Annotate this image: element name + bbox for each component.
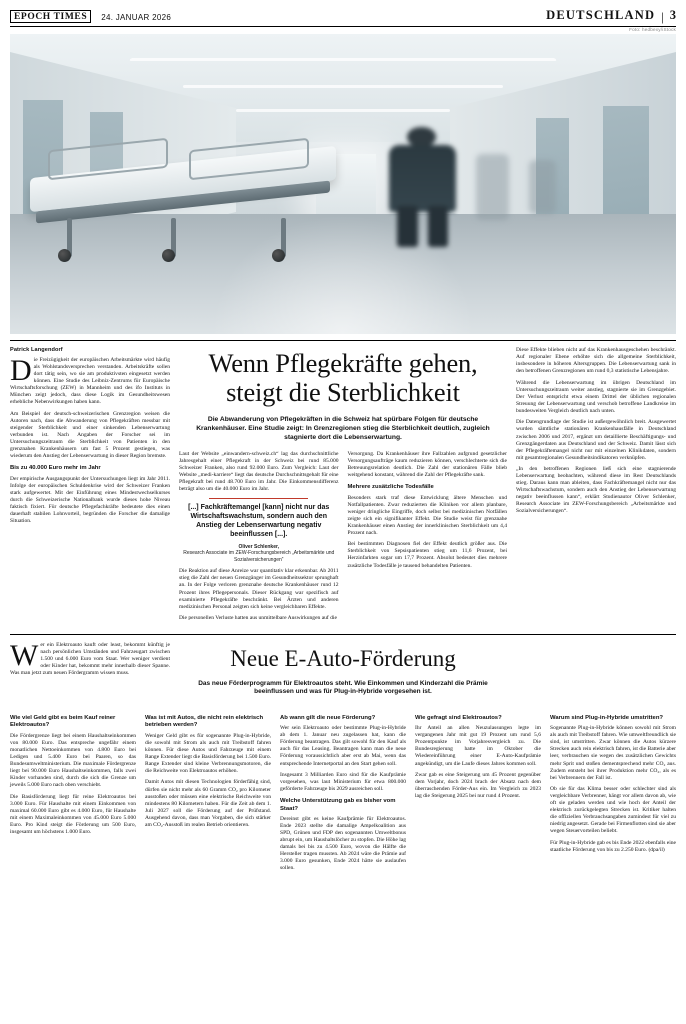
paragraph: Während die Lebenserwartung im übrigen Deutschland im Untersuchungszeitraum weiter anstieg, stagnierte sie im Grenzgebiet. Der Verlust entspricht etwa einem Drittel der üblichen regionalen Streuung der Lebenserwartung und verschob betroffene Landkreise im bundesweiten Vergleich deutlich nach unten.: [516, 379, 676, 414]
drop-cap: W: [10, 638, 39, 672]
pull-quote: [179, 498, 339, 564]
paragraph: Ob sie für das Klima besser oder schlechter sind als vergleichbare Verbrenner, hängt vor allem davon ab, wie oft sie geladen werden und wie hoch der Anteil der elektrisch zurückgelegten Strecken ist. Kritiker halten die offiziellen Verbrauchsangaben zumindest für viel zu niedrig angesetzt. Gerade bei Firmenflotten sind sie aber wegen Steuervorteilen beliebt.: [550, 786, 676, 835]
page-number: 3: [669, 8, 676, 22]
article-two-top: [10, 638, 676, 705]
subheading: Welche Unterstützung gab es bisher vom Staat?: [280, 798, 396, 812]
article-one-column-4: [516, 347, 676, 627]
article-one-column-2: [179, 451, 339, 627]
headline: Neue E-Auto-Förderung: [230, 645, 456, 671]
article-one: [10, 347, 676, 627]
article-one-body-columns: [179, 451, 507, 627]
paragraph: Die Fördergrenze liegt bei einem Haushaltseinkommen von 80.000 Euro. Das entspreche ungefähr einem monatlichen Nettoeinkommen von 4.800 Euro bei Ledigen und 5.400 Euro bei Paaren, so das Bundesumweltministerium. Die maximale Fördergrenze liegt bei 90.000 Euro Haushaltseinkommen, falls zwei Kinder vorhanden sind, durch die sich die Grenze um jeweils 5.000 Euro nach oben verschiebt.: [10, 732, 136, 789]
masthead-separator: |: [661, 10, 664, 24]
article-one-column-1: [10, 347, 170, 627]
article-two-column-1: [10, 710, 136, 877]
subheading: Bis zu 40.000 Euro mehr im Jahr: [10, 465, 101, 472]
figure-leg: [397, 206, 418, 247]
paragraph: [10, 638, 170, 677]
paragraph: Wer sein Elektroauto oder bestimmte Plug-in-Hybride ab dem 1. Januar neu zugelassen hat, kann die Förderung beantragen. Das gilt sowohl für den Kauf als auch für das Leasing. Beantragen kann man die neue Förderung voraussichtlich aber erst ab Mai, wenn das entsprechende Internetportal an den Start gehen soll.: [280, 725, 406, 767]
ceiling-light-strip: [129, 58, 557, 61]
drop-cap: D: [10, 354, 32, 387]
paragraph-text: ie Freizügigkeit der europäischen Arbeitsmärkte wird häufig als Wohlstandsversprechen verstanden. Arbeitskräfte sollen dort tätig sein, wo sie am produktivsten eingesetzt werden können. Eine Studie des Leibniz-Zentrums für Europäische Wirtschaftsforschung (ZEW) in Mannheim und des ifo Instituts in München zeigt jedoch, dass diese Logik im Gesundheitswesen erhebliche Nebenwirkungen haben kann.: [10, 357, 170, 406]
ceiling-light-strip: [183, 85, 503, 88]
subheading: Wie viel Geld gibt es beim Kauf reiner Elektroautos?: [10, 714, 116, 729]
subheading: Warum sind Plug-in-Hybride umstritten?: [550, 714, 664, 721]
standfirst: Das neue Förderprogramm für Elektroautos steht. Wie Einkommen und Kinderzahl die Prämie beeinflussen und was für Plug-in-Hybride vorgesehen ist.: [198, 679, 488, 696]
pull-quote-role: Research Associate im ZEW-Forschungsbereich „Arbeitsmärkte und Sozialversicherungen“: [183, 550, 335, 563]
article-two: [10, 638, 677, 877]
pull-quote-text: [...] Fachkräftemangel [kann] nicht nur das Wirtschaftswachstum, sondern auch den Anstieg der Lebenserwartung negativ beeinflussen [...].: [188, 503, 330, 539]
paragraph: „In den betroffenen Regionen ließ sich eine stagnierende Lebenserwartung beobachten, während diese im Rest Deutschlands stieg. Daraus kann man ableiten, dass Fachkräftemangel nicht nur das Wirtschaftswachstum, sondern auch den Anstieg der Lebenserwartung negativ beeinflussen kann“, erklärt Studienautor Oliver Schlenker, Research Associate im ZEW-Forschungsbereich „Arbeitsmärkte und Sozialversicherungen“.: [516, 466, 676, 515]
subheading: Wie gefragt sind Elektroautos?: [415, 714, 502, 721]
background-figure: [529, 160, 556, 214]
hospital-bed: [30, 133, 336, 265]
paragraph: Die Basisförderung liegt für reine Elektroautos bei 3.000 Euro. Für Haushalte mit einem Einkommen von maximal 60.000 Euro gibt es 4.000 Euro, für Haushalte mit einem Maximaleinkommen von 45.000 Euro 5.000 Euro. Pro Kind steigt die Förderung um 500 Euro, insgesamt um höchstens 1.000 Euro.: [10, 793, 136, 835]
article-one-column-3: [348, 451, 508, 627]
issue-date: 24. JANUAR 2026: [101, 13, 172, 22]
background-figure: [476, 154, 509, 220]
paragraph: Ihr Anteil an allen Neuzulassungen legte im vergangenen Jahr mit gut 19 Prozent um rund 5,6 Prozentpunkte im Vorjahresvergleich zu. Die Bundesregierung hatte im Oktober die Wiedereinführung einer E-Auto-Kaufprämie angekündigt, um die Laufe dieses Jahres kommen soll.: [415, 725, 541, 767]
paragraph: Diese Effekte blieben nicht auf das Krankenhausgeschehen beschränkt. Auf regionaler Ebene erhöhte sich die allgemeine Sterblichkeit, insbesondere in höheren Altersgruppen. Die Lebenserwartung sank in den betroffenen Grenzregionen um rund 0,3 statistische Lebensjahre.: [516, 347, 676, 375]
publication-logo: EPOCH TIMES: [10, 10, 91, 23]
headline-line-2: steigt die Sterblichkeit: [226, 377, 460, 407]
photo-credit: Foto: hedbexy/iStock: [629, 27, 676, 32]
rule-below-photo: [10, 340, 676, 341]
section-title: DEUTSCHLAND: [546, 8, 656, 22]
ceiling-light-strip: [236, 109, 449, 112]
masthead: [10, 8, 676, 27]
paragraph: Weniger Geld gibt es für sogenannte Plug-in-Hybride, die sowohl mit Strom als auch mit Treibstoff fahren können. Für diese Autos und Fahrzeuge mit einem Range Extender liegt die Basisförderung bei 1.500 Euro. Range Extender sind kleine Verbrennungsmotoren, die die Reichweite von Elektroautos erhöhen.: [145, 732, 271, 774]
bed-wheel: [272, 249, 285, 262]
paragraph: Die personellen Verluste hatten aus unmittelbare Auswirkungen auf die: [179, 615, 337, 622]
masthead-right: [546, 8, 676, 23]
article-two-headline-block: [179, 642, 507, 705]
article-one-main: [179, 347, 507, 627]
paragraph: Bei bestimmten Diagnosen fiel der Effekt deutlich größer aus. Die Sterblichkeit von Sepsispatienten stieg um 11,6 Prozent, bei Herzinfarkten sogar um 17,7 Prozent. Absolut bedeutet dies mehrere zusätzliche Todesfälle je tausend behandelten Patienten.: [347, 541, 507, 569]
nurse-figure: [383, 127, 463, 247]
article-two-intro-column: [10, 638, 170, 705]
lead-photo-wrapper: [10, 27, 676, 334]
paragraph: Am Beispiel der deutsch-schweizerischen Grenzregion weisen die Autoren nach, dass die Abwanderung von Pflegekräften messbar mit steigender Sterblichkeit und einer sinkenden Lebenserwartung verbunden ist. Nach Angaben der Forscher sei im Untersuchungszeitraum die Sterblichkeit von Patienten in den grenznahen Krankenhäusern um fast 5 Prozent gestiegen, was wiederum den Anstieg der Lebenserwartung in dieser Region bremste.: [10, 410, 170, 460]
headline-line-1: Wenn Pflegekräfte gehen,: [208, 348, 478, 378]
paragraph: Versorgung. Da Krankenhäuser ihre Fallzahlen aufgrund gesetzlicher Versorgungsaufträge kaum reduzieren können, verschlechterte sich die Betreuungsrelation deutlich. Die Zahl der stationären Fälle blieb weitgehend konstant, während die Zahl der Pflegekräfte sank.: [347, 451, 507, 479]
paragraph: Laut der Website „einwandern-schweiz.ch“ lag das durchschnittliche Jahresgehalt einer Pflegekraft in der Schweiz bei rund 85.000 Schweizer Franken, also rund 92.000 Euro. Zum Vergleich: Laut der Website „medi-karriere“ liegt das deutsche Durchschnittsgehalt für eine Pflegekraft bei rund 48.700 Euro im Jahr. Die Einkommensdifferenz beträgt also um die 40.000 Euro im Jahr.: [179, 451, 339, 493]
bed-wheel: [162, 249, 175, 262]
paragraph: Besonders stark traf diese Entwicklung ältere Menschen und Notfallpatienten. Zwar reduzierten die Kliniken vor allem planbare, weniger dringliche Eingriffe, doch selbst bei medizinischen Notfällen zeigte sich ein signifikanter Effekt. Die Studie weist für grenznahe Krankenhäuser einen Anstieg der innerklinischen Sterblichkeit um 4,4 Prozent nach.: [347, 494, 507, 536]
article-two-spacer-column: [516, 642, 676, 705]
paragraph: Zwar gab es eine Steigerung um 45 Prozent gegenüber dem Vorjahr, doch 2024 brach der Absatz nach dem überraschenden Förder-Aus ein. Im Vergleich zu 2023 lag die Steigerung 2025 bei nur rund 4 Prozent.: [415, 772, 541, 800]
paragraph: Für Plug-in-Hybride gab es bis Ende 2022 ebenfalls eine staatliche Förderung von bis zu 2.250 Euro. (dpa/il): [550, 840, 677, 854]
paragraph: Die Reaktion auf diese Anreize war quantitativ klar erkennbar. Ab 2011 stieg die Zahl der neuen Grenzgänger im Gesundheitssektor sprunghaft an. In der Folge verloren grenznahe deutsche Krankenhäuser rund 12 Prozent ihres Pflegepersonals. Dieser Rückgang war spezifisch auf examinierte Pflegekräfte beschränkt. Bei Ärzten und anderen medizinischen Personal zeigten sich keine vergleichbaren Effekte.: [179, 568, 339, 610]
paragraph: Der empirische Ausgangspunkt der Untersuchungen liegt im Jahr 2011. Infolge der europäischen Schuldenkrise wird der Schweizer Franken stark aufgewertet. Mit der Einführung eines Mindestwechselkurses durch die Schweizerische Nationalbank wurde dieses hohe Niveau faktisch fixiert. Für deutsche Pflegefachkräfte bedeutete dies einen dauerhaft stabilen Lohnvorteil, begründen die Forscher die damalige Situation.: [10, 475, 170, 524]
lead-photo: [10, 34, 676, 334]
figure-leg: [428, 206, 449, 247]
figure-body: [389, 145, 456, 212]
paragraph: Sogenannte Plug-in-Hybride können sowohl mit Strom als auch mit Treibstoff fahren. Wie umweltfreundlich sie sind, ist umstritten. Zwar können die Autos kürzere Strecken auch rein elektrisch fahren, ist die Batterie aber leer, verbrauchen sie wegen des zusätzlichen Gewichts mehr Sprit und stoßen dementsprechend mehr CO₂ aus. Zudem entsteht bei ihrer Produktion mehr CO₂, als es bei Verbrennern der Fall ist.: [550, 725, 676, 781]
subheading: Ab wann gilt die neue Förderung?: [280, 714, 376, 721]
paragraph: [10, 354, 170, 406]
article-two-column-3: [280, 710, 406, 877]
bed-wheel: [58, 249, 71, 262]
standfirst: Die Abwanderung von Pflegekräften in die Schweiz hat spürbare Folgen für deutsche Krankenhäuser. Eine Studie zeigt: In Grenzregionen stieg die Sterblichkeit deutlich, zugleich stagnierte dort die Lebenserwartung.: [196, 416, 490, 441]
article-two-column-2: [145, 710, 271, 877]
subheading: Was ist mit Autos, die nicht rein elektrisch betrieben werden?: [145, 714, 264, 729]
article-two-qa-columns: [10, 710, 676, 877]
article-two-column-5: [550, 710, 676, 877]
paragraph-text: er ein Elektroauto kauft oder least, bekommt künftig je nach persönlichen Umständen und Fahrzeugart zwischen 1.500 und 6.000 Euro vom Staat. Wer weniger verdient oder Kinder hat, bekommt mehr innerhalb dieser Spanne. Was man jetzt zum neuen Fördergramm wissen muss.: [10, 641, 170, 676]
paragraph: Damit Autos mit diesen Technologien förderfähig sind, dürfen sie nicht mehr als 60 Gramm CO₂ pro Kilometer ausstoßen oder müssen eine elektrische Reichweite von mindestens 80 Kilometern haben. Für die Zeit ab dem 1. Juli 2027 soll die Förderung auf der Prüfstand. Ausgehend davon, dass man Vorgaben, die sich stärker am CO₂-Ausstoß im realen Betrieb orientieren.: [145, 779, 271, 828]
pull-quote-author: Oliver Schlenker,: [238, 543, 280, 550]
paragraph: Insgesamt 3 Milliarden Euro sind für die Kaufprämie vorgesehen, was laut Ministerium für etwa 800.000 geförderte Fahrzeuge bis 2029 ausreichen soll.: [280, 772, 406, 793]
pull-quote-rule: [209, 498, 308, 499]
headline: [179, 349, 507, 407]
rule-between-articles: [10, 634, 676, 635]
byline: Patrick Langendorf: [10, 347, 63, 353]
subheading: Mehrere zusätzliche Todesfälle: [347, 484, 434, 491]
paragraph: Die Datengrundlage der Studie ist außergewöhnlich breit. Ausgewertet wurden sämtliche stationären Krankenhausfälle in Deutschland zwischen 2006 und 2017, ergänzt um detaillierte Beschäftigungs- und Grenzgängerdaten aus Deutschland und der Schweiz. Damit lässt sich der Pflegekräftemangel nicht nur mit einzelnen Klinikdaten, sondern mit gesamtregionalen Gesundheitsindikatoren verknüpfen.: [516, 419, 676, 461]
article-two-column-4: [415, 710, 541, 877]
paragraph: Dereinst gibt es keine Kaufprämie für Elektroautos. Ende 2023 stellte die damalige Ampelkoalition aus SPD, Grünen und FDP den sogenannten Umweltbonus abrupt ein, um Haushaltslöcher zu stopfen. Die Höhe lag damals bei bis zu 4.500 Euro, wovon die Hälfte die Hersteller tragen mussten. Ab 2024 wäre die Prämie auf 3.000 Euro gesunken, Ende 2024 hätte sie auslaufen sollen.: [280, 816, 407, 872]
pull-quote-attribution: [179, 544, 339, 564]
